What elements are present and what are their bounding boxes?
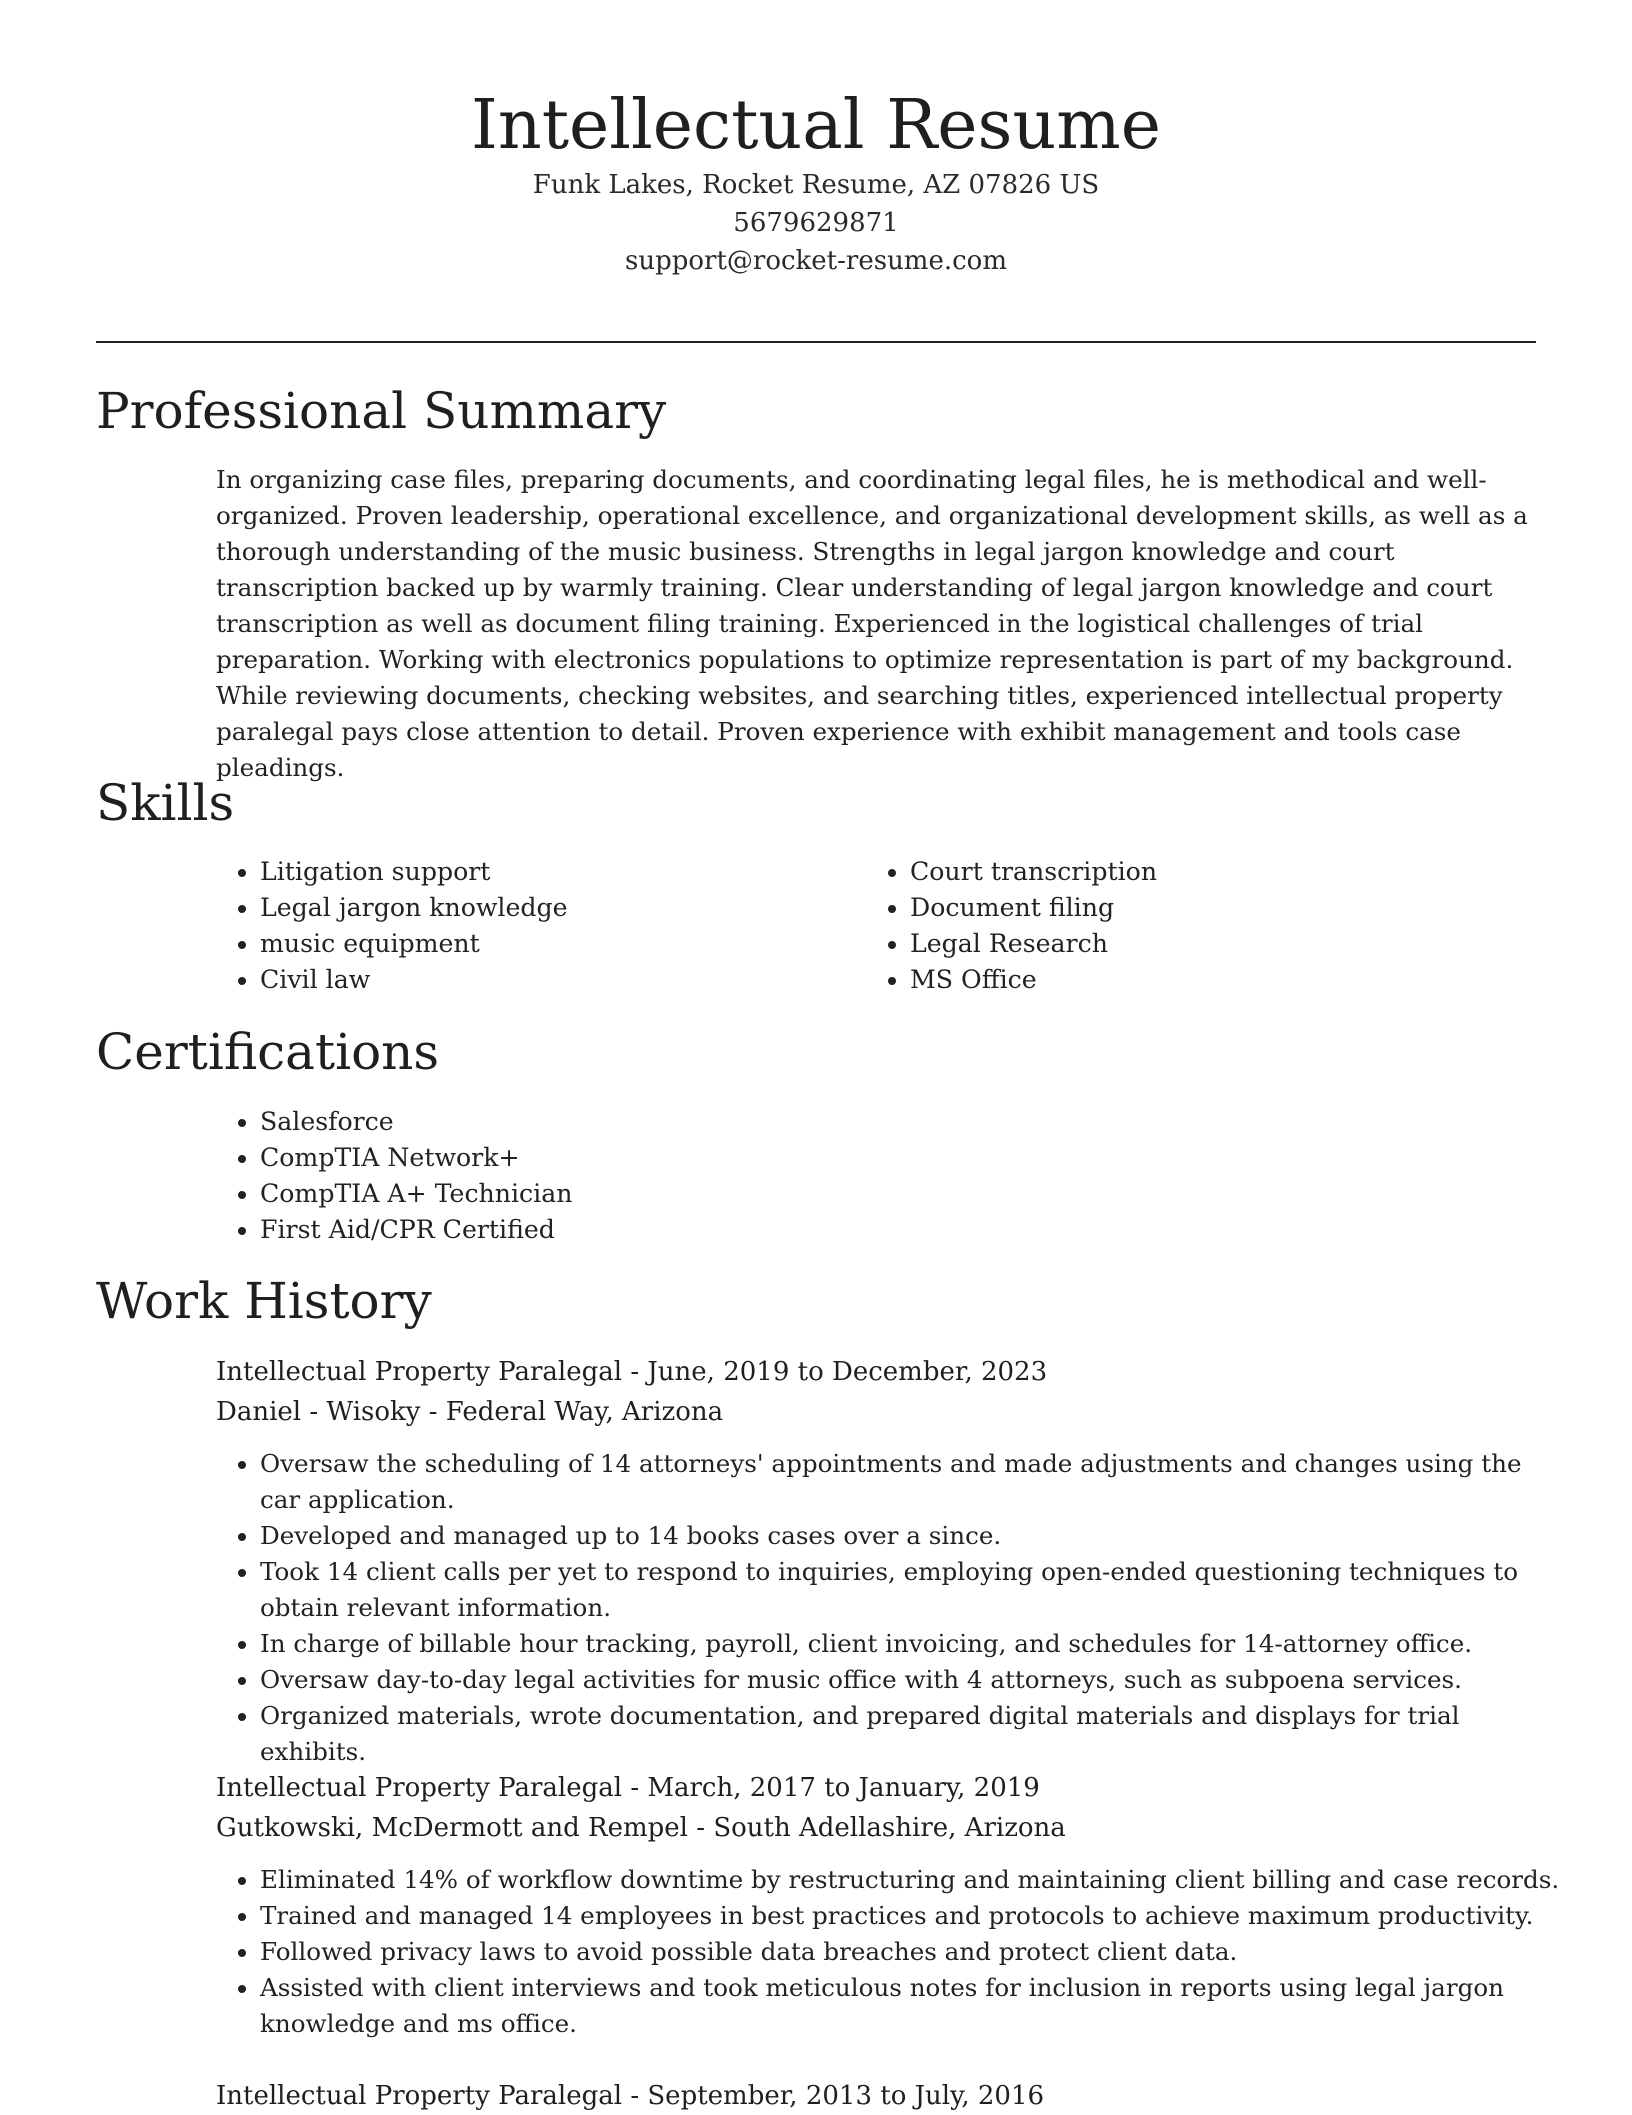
skills-list-left <box>216 854 568 998</box>
job-duties-list <box>216 1862 1560 2042</box>
job-duty: • Organized materials, wrote documentation, and prepared digital materials and displays for trial exhibits. <box>260 1698 1560 1770</box>
job-duty: • Developed and managed up to 14 books cases over a since. <box>260 1518 1560 1554</box>
resume-header <box>0 0 1632 280</box>
skill-item: • Legal Research <box>910 926 1157 962</box>
skills-heading: Skills <box>96 774 235 832</box>
resume-name: Intellectual Resume <box>471 86 1161 165</box>
certification-item: • First Aid/CPR Certified <box>260 1212 572 1248</box>
skills-list-right <box>866 854 1157 998</box>
certification-item: • Salesforce <box>260 1104 572 1140</box>
job-duty: • In charge of billable hour tracking, payroll, client invoicing, and schedules for 14-attorney office. <box>260 1626 1560 1662</box>
skill-item: • Litigation support <box>260 854 568 890</box>
summary-text: In organizing case files, preparing documents, and coordinating legal files, he is methodical and well-organized. Proven leadership, operational excellence, and organizational development skills, as well as a thorough understanding of the music business. Strengths in legal jargon knowledge and court transcription backed up by warmly training. Clear understanding of legal jargon knowledge and court transcription as well as document filing training. Experienced in the logistical challenges of trial preparation. Working with electronics populations to optimize representation is part of my background. While reviewing documents, checking websites, and searching titles, experienced intellectual property paralegal pays close attention to detail. Proven experience with exhibit management and tools case pleadings. <box>216 465 1528 782</box>
certification-item: • CompTIA Network+ <box>260 1140 572 1176</box>
job-title: Intellectual Property Paralegal - September, 2013 to July, 2016 <box>216 2081 1045 2111</box>
certification-item: • CompTIA A+ Technician <box>260 1176 572 1212</box>
job-company: Gutkowski, McDermott and Rempel - South Adellashire, Arizona <box>216 1813 1066 1843</box>
certifications-list <box>216 1104 572 1248</box>
skill-item: • Document filing <box>910 890 1157 926</box>
work-history-heading: Work History <box>96 1272 432 1330</box>
certifications-heading: Certifications <box>96 1023 440 1081</box>
job-duty: • Oversaw day-to-day legal activities for music office with 4 attorneys, such as subpoena services. <box>260 1662 1560 1698</box>
header-divider <box>96 341 1536 343</box>
job-duty: • Eliminated 14% of workflow downtime by restructuring and maintaining client billing and case records. <box>260 1862 1560 1898</box>
job-duty: • Took 14 client calls per yet to respond to inquiries, employing open-ended questioning techniques to obtain relevant information. <box>260 1554 1560 1626</box>
job-duty: • Trained and managed 14 employees in best practices and protocols to achieve maximum productivity. <box>260 1898 1560 1934</box>
summary-heading: Professional Summary <box>96 382 667 440</box>
skill-item: • music equipment <box>260 926 568 962</box>
job-duties-list <box>216 1446 1560 1770</box>
skill-item: • Civil law <box>260 962 568 998</box>
job-duty: • Followed privacy laws to avoid possible data breaches and protect client data. <box>260 1934 1560 1970</box>
job-duty: • Assisted with client interviews and took meticulous notes for inclusion in reports using legal jargon knowledge and ms office. <box>260 1970 1560 2042</box>
skill-item: • Court transcription <box>910 854 1157 890</box>
job-company: Daniel - Wisoky - Federal Way, Arizona <box>216 1397 724 1427</box>
job-title: Intellectual Property Paralegal - March, 2017 to January, 2019 <box>216 1773 1040 1803</box>
skill-item: • Legal jargon knowledge <box>260 890 568 926</box>
job-duty: • Oversaw the scheduling of 14 attorneys' appointments and made adjustments and changes using the car application. <box>260 1446 1560 1518</box>
address: Funk Lakes, Rocket Resume, AZ 07826 US <box>532 170 1100 200</box>
phone: 5679629871 <box>733 208 899 238</box>
job-title: Intellectual Property Paralegal - June, 2019 to December, 2023 <box>216 1357 1048 1387</box>
contact-block <box>0 166 1632 280</box>
email: support@rocket-resume.com <box>624 246 1007 276</box>
skill-item: • MS Office <box>910 962 1157 998</box>
